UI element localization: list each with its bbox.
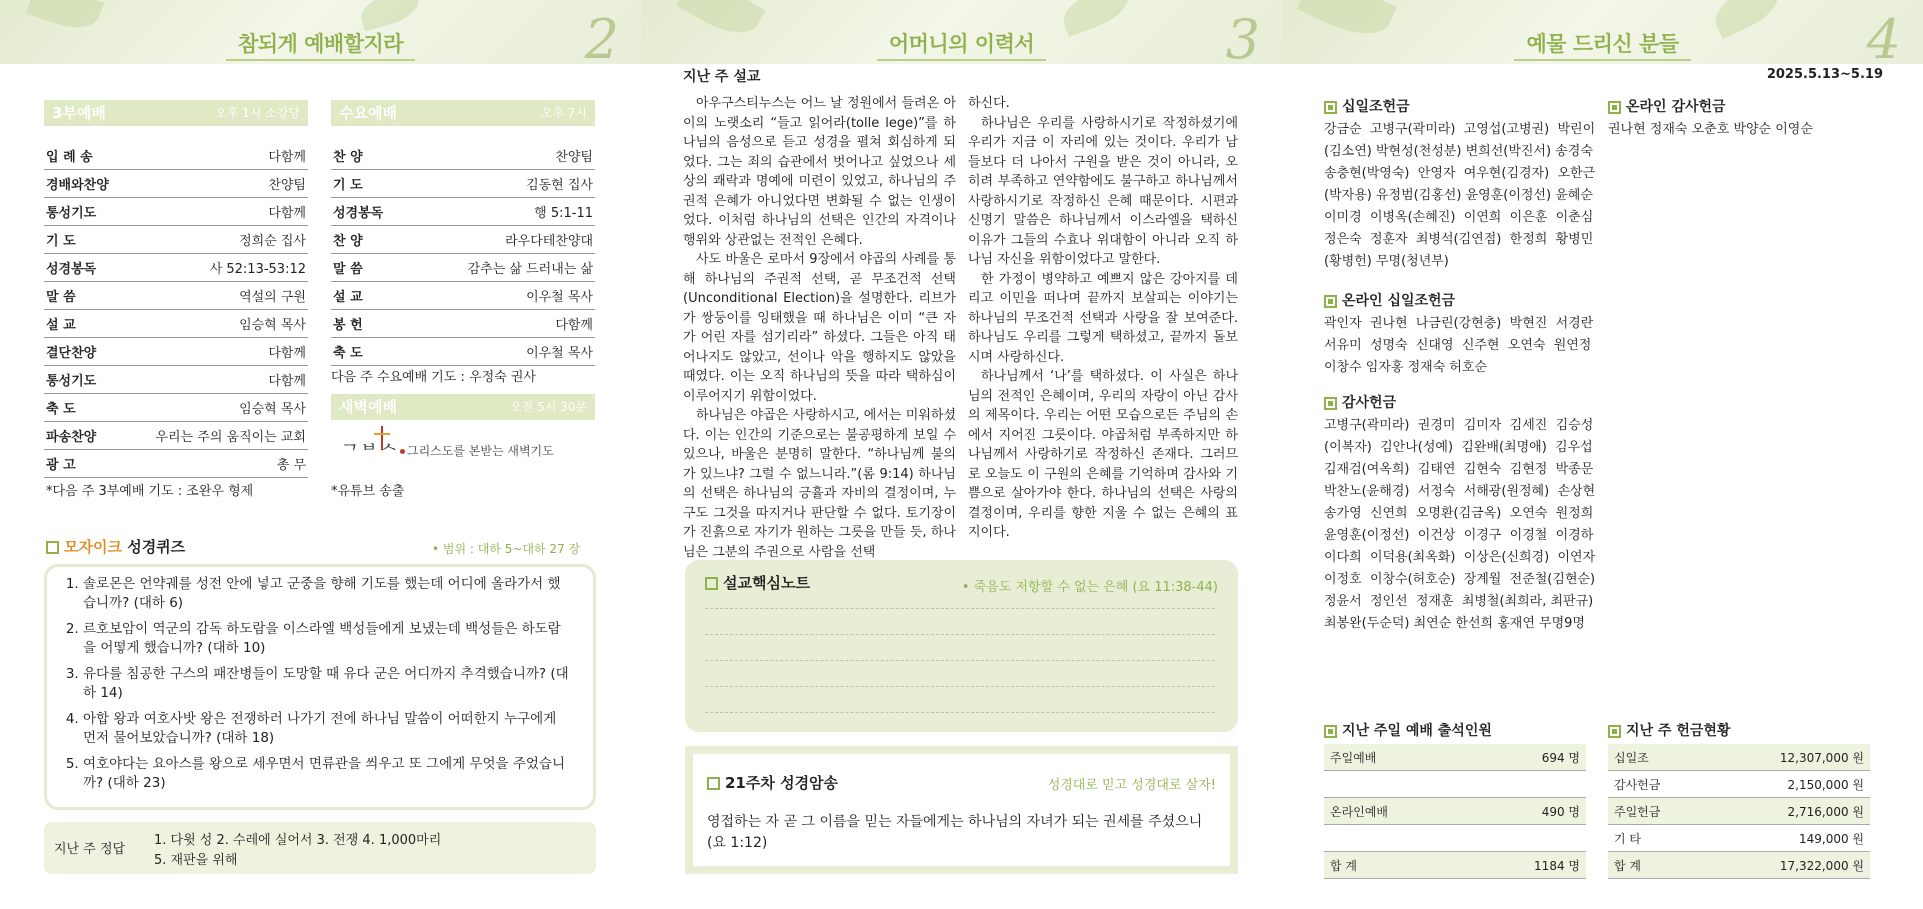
- name-line: 이다희 이덕용(최옥화) 이상은(신희경) 이연자: [1324, 550, 1596, 565]
- name-line: (박자용) 유정범(김홍선) 윤영훈(이정선) 윤혜순: [1324, 188, 1593, 203]
- online-tithe-title: 온라인 십일조헌금: [1324, 290, 1455, 310]
- name-line: 윤영훈(이정선) 이건상 이경구 이경철 이경하: [1324, 528, 1594, 543]
- note-line: [705, 686, 1215, 687]
- note-line: [705, 608, 1215, 609]
- order-item-value: 다함께: [124, 142, 308, 170]
- quiz-question: 2. 르호보암이 역군의 감독 하도람을 이스라엘 백성들에게 보냈는데 백성들은 하도람을 어떻게 했습니까? (대하 10): [83, 620, 573, 658]
- thanks-title: 감사헌금: [1324, 392, 1396, 412]
- order-row: [44, 338, 308, 366]
- note-line: [705, 712, 1215, 713]
- order-item-label: 성경봉독: [331, 198, 409, 226]
- page-4-panel: [1282, 0, 1923, 909]
- quiz-question: 4. 아합 왕과 여호사밧 왕은 전쟁하러 나가기 전에 하나님 말씀이 어떠한지 누구에게 먼저 물어보았습니까? (대하 18): [83, 710, 573, 748]
- page-number: 2: [584, 8, 619, 71]
- stat-value: 694 명: [1467, 744, 1586, 771]
- online-thanks-title: 온라인 감사헌금: [1608, 96, 1726, 116]
- order-item-value: 감추는 삶 드러내는 삶: [409, 254, 595, 282]
- stat-row: [1608, 798, 1870, 825]
- tithe-name-list: [1324, 119, 1595, 273]
- service-time: 오후 7시: [540, 106, 587, 120]
- order-item-label: 경배와찬양: [44, 170, 124, 198]
- order-item-value: 다함께: [124, 338, 308, 366]
- order-item-label: 광 고: [44, 450, 124, 478]
- order-item-value: 라우다테찬양대: [409, 226, 595, 254]
- order-row: [44, 254, 308, 282]
- order-row: [44, 394, 308, 422]
- service-name: 수요예배: [339, 104, 397, 122]
- order-item-label: 결단찬양: [44, 338, 124, 366]
- order-item-value: 이우철 목사: [409, 282, 595, 310]
- verse-text: 영접하는 자 곧 그 이름을 믿는 자들에게는 하나님의 자녀가 되는 권세를 주셨으니 (요 1:12): [707, 814, 1203, 851]
- order-row: [331, 170, 595, 198]
- order-row: [331, 338, 595, 366]
- sermon-paragraph: 한 가정이 병약하고 예쁘지 않은 강아지를 데리고 이민을 떠나며 끝까지 보살피는 이야기는 하나님의 무조건적 선택과 사랑을 잘 보여준다. 하나님도 우리를 그렇게 택하셨고, 끝까지 돌보시며 사랑하신다.: [968, 271, 1238, 365]
- order-row: [44, 170, 308, 198]
- name-line: 서유미 성명숙 신대영 신주현 오연숙 원연정: [1324, 338, 1592, 353]
- square-bullet-icon: [1608, 725, 1621, 738]
- order-row: [331, 254, 595, 282]
- page-title: 예물 드리신 분들: [1282, 28, 1923, 58]
- name-line: (이복자) 김안나(성예) 김완배(최명애) 김우섭: [1324, 440, 1593, 455]
- stat-label: 기 타: [1608, 825, 1707, 852]
- name-line: (김소연) 박현성(천성분) 변희선(박진서) 송경숙: [1324, 144, 1593, 159]
- order-row: [44, 142, 308, 170]
- sermon-paragraph: 아우구스티누스는 어느 날 정원에서 들려온 아이의 노랫소리 “들고 읽어라(tolle lege)”를 하나님의 음성으로 듣고 성경을 펼쳐 회심하게 되었다. 그는 죄의 습관에서 벗어나고 싶었으나 세상의 쾌락과 명예에 미련이 있었고, 하나님의 주권적 은혜가 아니었다면 변화될 수 없는 인생이었다. 이처럼 하나님의 선택은 인간의 자격이나 행위와 상관없는 전적인 은혜다.: [683, 96, 956, 248]
- order-row: [331, 198, 595, 226]
- order-item-label: 통성기도: [44, 198, 124, 226]
- answer-line: 5. 재판을 위해: [154, 853, 238, 868]
- order-item-value: 사 52:13-53:12: [124, 254, 308, 282]
- stat-value: [1467, 825, 1586, 852]
- stat-value: 17,322,000 원: [1707, 852, 1870, 879]
- order-item-label: 성경봉독: [44, 254, 124, 282]
- quiz-question: 5. 여호야다는 요아스를 왕으로 세우면서 면류관을 씌우고 또 그에게 무엇을 주었습니까? (대하 23): [83, 755, 573, 793]
- name-line: 박찬노(윤해경) 서정숙 서해광(원정혜) 손상현: [1324, 484, 1596, 499]
- answer-label: 지난 주 정답: [54, 842, 126, 857]
- quiz-question: 1. 솔로몬은 언약궤를 성전 안에 넣고 군중을 향해 기도를 했는데 어디에 올라가서 했습니까? (대하 6): [83, 575, 573, 613]
- page-banner: [641, 0, 1282, 71]
- online-tithe-name-list: [1324, 313, 1593, 379]
- name-line: 강금순 고병구(곽미라) 고영섭(고병권) 박린이: [1324, 122, 1596, 137]
- stat-value: 490 명: [1467, 798, 1586, 825]
- order-item-value: 김동현 집사: [409, 170, 595, 198]
- order-row: [44, 366, 308, 394]
- square-bullet-icon: [1324, 101, 1337, 114]
- order-item-label: 축 도: [331, 338, 409, 366]
- page-title: 참되게 예배할지라: [0, 28, 641, 58]
- thanks-name-list: [1324, 415, 1595, 635]
- stat-label: [1324, 771, 1467, 798]
- stat-label: 온라인예배: [1324, 798, 1467, 825]
- stat-value: 2,150,000 원: [1707, 771, 1870, 798]
- order-item-label: 파송찬양: [44, 422, 124, 450]
- square-bullet-icon: [707, 777, 720, 790]
- name-line: 정윤서 정인선 정재훈 최병철(최희라, 최판규): [1324, 594, 1594, 609]
- stat-value: 149,000 원: [1707, 825, 1870, 852]
- name-line: 송가영 신연희 오명환(김금옥) 오연숙 원정희: [1324, 506, 1594, 521]
- quiz-brand: 모자이크: [64, 538, 122, 556]
- order-row: [44, 422, 308, 450]
- quiz-question-list: [59, 575, 573, 793]
- wednesday-order-table: [331, 142, 595, 366]
- stat-row: [1324, 798, 1586, 825]
- stat-row: [1608, 825, 1870, 852]
- order-row: [44, 450, 308, 478]
- order-row: [331, 226, 595, 254]
- verse-title: 21주차 성경암송: [707, 772, 838, 793]
- order-row: [331, 282, 595, 310]
- sermon-column-2: [968, 94, 1238, 543]
- name-line: 최봉완(두순덕) 최연순 한선희 홍재연 무명9명: [1324, 616, 1585, 631]
- order-item-label: 설 교: [331, 282, 409, 310]
- stat-label: 합 계: [1608, 852, 1707, 879]
- note-line: [705, 634, 1215, 635]
- order-item-value: 총 무: [124, 450, 308, 478]
- quiz-header: [46, 536, 185, 557]
- sermon-paragraph: 하나님께서 ‘나’를 택하셨다. 이 사실은 하나님의 전적인 은혜이며, 우리의 자랑이 아닌 감사의 제목이다. 우리는 어떤 모습으로든 주님의 손에서 지어진 그릇이다. 야곱처럼 부족하지만 하나님께서 사랑하기로 작정하신 존재다. 그러므로 오늘도 이 구원의 은혜를 기억하며 감사와 기쁨으로 살아가야 한다. 하나님의 선택은 사랑의 결정이며, 우리를 향한 지울 수 없는 은혜의 표지이다.: [968, 369, 1238, 540]
- order-item-value: 다함께: [409, 310, 595, 338]
- name-line: 이정호 이창수(허호순) 장계월 전준철(김현순): [1324, 572, 1596, 587]
- answer-line: 1. 다윗 성 2. 수레에 실어서 3. 전쟁 4. 1,000마리: [154, 833, 442, 848]
- stat-row: [1608, 744, 1870, 771]
- stat-value: 2,716,000 원: [1707, 798, 1870, 825]
- sermon-label: 지난 주 설교: [683, 69, 761, 85]
- attendance-title: 지난 주일 예배 출석인원: [1324, 720, 1492, 740]
- stat-row: [1608, 771, 1870, 798]
- stat-label: 주일예배: [1324, 744, 1467, 771]
- quiz-box: [44, 564, 596, 810]
- order-item-label: 설 교: [44, 310, 124, 338]
- wednesday-next-prayer: 다음 주 수요예배 기도 : 우정숙 권사: [331, 370, 536, 385]
- stat-label: [1324, 825, 1467, 852]
- name-line: 이미경 이병옥(손혜진) 이연희 이은훈 이춘심: [1324, 210, 1594, 225]
- quiz-title: 성경퀴즈: [127, 538, 186, 556]
- sermon-paragraph: 하신다.: [968, 96, 1010, 111]
- order-item-value: 행 5:1-11: [409, 198, 595, 226]
- name-line: (황병헌) 무명(청년부): [1324, 254, 1449, 269]
- square-bullet-icon: [1324, 725, 1337, 738]
- order-item-label: 찬 양: [331, 226, 409, 254]
- order-row: [44, 310, 308, 338]
- order-item-label: 말 씀: [331, 254, 409, 282]
- order-item-label: 기 도: [331, 170, 409, 198]
- order-item-label: 축 도: [44, 394, 124, 422]
- order-row: [44, 226, 308, 254]
- stat-value: 12,307,000 원: [1707, 744, 1870, 771]
- notes-subtitle: • 죽음도 저항할 수 없는 은혜 (요 11:38-44): [961, 580, 1218, 595]
- order-item-value: 찬양팀: [124, 170, 308, 198]
- sermon-notes-box: [685, 560, 1238, 732]
- dawn-service-header: [331, 394, 595, 420]
- square-bullet-icon: [705, 577, 718, 590]
- page-banner: [0, 0, 641, 71]
- offering-title: 지난 주 헌금현황: [1608, 720, 1730, 740]
- stat-row: [1324, 771, 1586, 798]
- next-prayer-note: *다음 주 3부예배 기도 : 조완우 형제: [46, 484, 254, 499]
- name-line: 정은숙 정훈자 최병석(김연점) 한정희 황병민: [1324, 232, 1594, 247]
- stat-label: 십일조: [1608, 744, 1707, 771]
- square-bullet-icon: [46, 541, 59, 554]
- order-item-label: 찬 양: [331, 142, 409, 170]
- order-item-value: 역설의 구원: [124, 282, 308, 310]
- stat-row: [1324, 744, 1586, 771]
- order-item-value: 정희순 집사: [124, 226, 308, 254]
- quiz-range: • 범위 : 대하 5~대하 27 장: [432, 542, 581, 556]
- verse-slogan: 성경대로 믿고 성경대로 살자!: [1047, 778, 1216, 793]
- order-item-value: 이우철 목사: [409, 338, 595, 366]
- order-item-value: 찬양팀: [409, 142, 595, 170]
- dawn-logo-text: 그리스도를 본받는 새벽기도: [407, 444, 554, 458]
- page-banner: [1282, 0, 1923, 71]
- quiz-question: 3. 유다를 침공한 구스의 패잔병들이 도망할 때 유다 군은 어디까지 추격했습니까? (대하 14): [83, 665, 573, 703]
- order-item-value: 다함께: [124, 198, 308, 226]
- stat-value: 1184 명: [1467, 852, 1586, 879]
- sermon-paragraph: 사도 바울은 로마서 9장에서 야곱의 사례를 통해 하나님의 주권적 선택, 곧 무조건적 선택(Unconditional Election)을 설명한다. 리브가가 쌍둥이를 잉태했을 때 하나님은 이미 “큰 자가 어린 자를 섬기리라” 하셨다. 그들은 아직 태어나지도 않았고, 선이나 악을 행하지도 않았을 때였다. 이는 오직 하나님의 뜻을 따라 택하심이 이루어지기 위함이었다.: [683, 252, 956, 404]
- order-item-label: 기 도: [44, 226, 124, 254]
- order-item-label: 봉 헌: [331, 310, 409, 338]
- dot-icon: [400, 449, 405, 454]
- order-item-label: 말 씀: [44, 282, 124, 310]
- service-name: 새벽예배: [339, 398, 397, 416]
- attendance-table: [1324, 744, 1586, 879]
- last-week-answers: [44, 822, 596, 874]
- page-2-panel: [0, 0, 641, 909]
- order-item-label: 통성기도: [44, 366, 124, 394]
- stat-label: 감사헌금: [1608, 771, 1707, 798]
- order-row: [331, 310, 595, 338]
- sermon-column-1: [683, 94, 956, 562]
- sermon-paragraph: 하나님은 야곱은 사랑하시고, 에서는 미워하셨다. 이는 인간의 기준으로는 불공평하게 보일 수 있으나, 바울은 분명히 말한다. “하나님께 불의가 있느냐? 그럴 수 없느니라.”(롬 9:14) 하나님의 선택은 하나님의 긍휼과 자비의 결정이며, 누구도 그것을 따지거나 판단할 수 없다. 토기장이가 진흙으로 자기가 원하는 그릇을 만들 듯, 하나님은 그분의 주권으로 사람을 선택: [683, 408, 956, 560]
- order-item-label: 입 례 송: [44, 142, 124, 170]
- square-bullet-icon: [1608, 101, 1621, 114]
- memory-verse-box: [685, 746, 1238, 874]
- order-item-value: 우리는 주의 움직이는 교회: [124, 422, 308, 450]
- order-row: [331, 142, 595, 170]
- service-name: 3부예배: [52, 104, 106, 122]
- sermon-paragraph: 하나님은 우리를 사랑하시기로 작정하셨기에 우리가 지금 이 자리에 있는 것이다. 우리가 남들보다 더 나아서 구원을 받은 것이 아니라, 오히려 부족하고 연약함에도 불구하고 하나님께서 사랑하시기로 작정하신 은혜 때문이다. 시편과 신명기 말씀은 하나님께서 이스라엘을 택하신 이유가 그들의 수효나 위대함이 아니라 오직 하나님 자신을 위함이었다고 말한다.: [968, 115, 1238, 267]
- sunday-service-header: [44, 100, 308, 126]
- date-range: 2025.5.13~5.19: [1766, 67, 1883, 82]
- page-title: 어머니의 이력서: [641, 28, 1282, 58]
- offering-table: [1608, 744, 1870, 879]
- square-bullet-icon: [1324, 397, 1337, 410]
- notes-title: 설교핵심노트: [705, 572, 810, 593]
- name-line: 송충현(박영숙) 안영자 여우현(김경자) 오한근: [1324, 166, 1596, 181]
- leaf-decoration: [357, 0, 423, 31]
- stat-row: [1324, 825, 1586, 852]
- stat-label: 주일헌금: [1608, 798, 1707, 825]
- square-bullet-icon: [1324, 295, 1337, 308]
- sunday-order-table: [44, 142, 308, 478]
- name-line: 김재검(여옥희) 김태연 김현숙 김현정 박종문: [1324, 462, 1594, 477]
- order-item-value: 다함께: [124, 366, 308, 394]
- online-thanks-names: 권나현 정재숙 오춘호 박양순 이영순: [1608, 122, 1813, 137]
- stat-label: 합 계: [1324, 852, 1467, 879]
- cross-logo-icon: [338, 424, 398, 468]
- page-number: 3: [1225, 8, 1260, 71]
- youtube-note: *유튜브 송출: [331, 484, 405, 499]
- name-line: 곽인자 권나현 나금린(강현충) 박현진 서경란: [1324, 316, 1594, 331]
- tithe-title: 십일조헌금: [1324, 96, 1410, 116]
- service-time: 오전 5시 30분: [510, 400, 587, 414]
- page-number: 4: [1866, 8, 1901, 71]
- order-item-value: 임승혁 목사: [124, 310, 308, 338]
- service-time: 오후 1시 소강당: [215, 106, 300, 120]
- stat-row: [1324, 852, 1586, 879]
- name-line: 고병구(곽미라) 권경미 김미자 김세진 김승성: [1324, 418, 1594, 433]
- dawn-prayer-logo: [338, 424, 588, 468]
- order-row: [44, 198, 308, 226]
- name-line: 이창수 임자홍 정재숙 허호순: [1324, 360, 1488, 375]
- stat-value: [1467, 771, 1586, 798]
- note-line: [705, 660, 1215, 661]
- wednesday-service-header: [331, 100, 595, 126]
- order-row: [44, 282, 308, 310]
- order-item-value: 임승혁 목사: [124, 394, 308, 422]
- svg-text:ᄀᄇᄉ: ᄀᄇᄉ: [340, 441, 398, 465]
- stat-row: [1608, 852, 1870, 879]
